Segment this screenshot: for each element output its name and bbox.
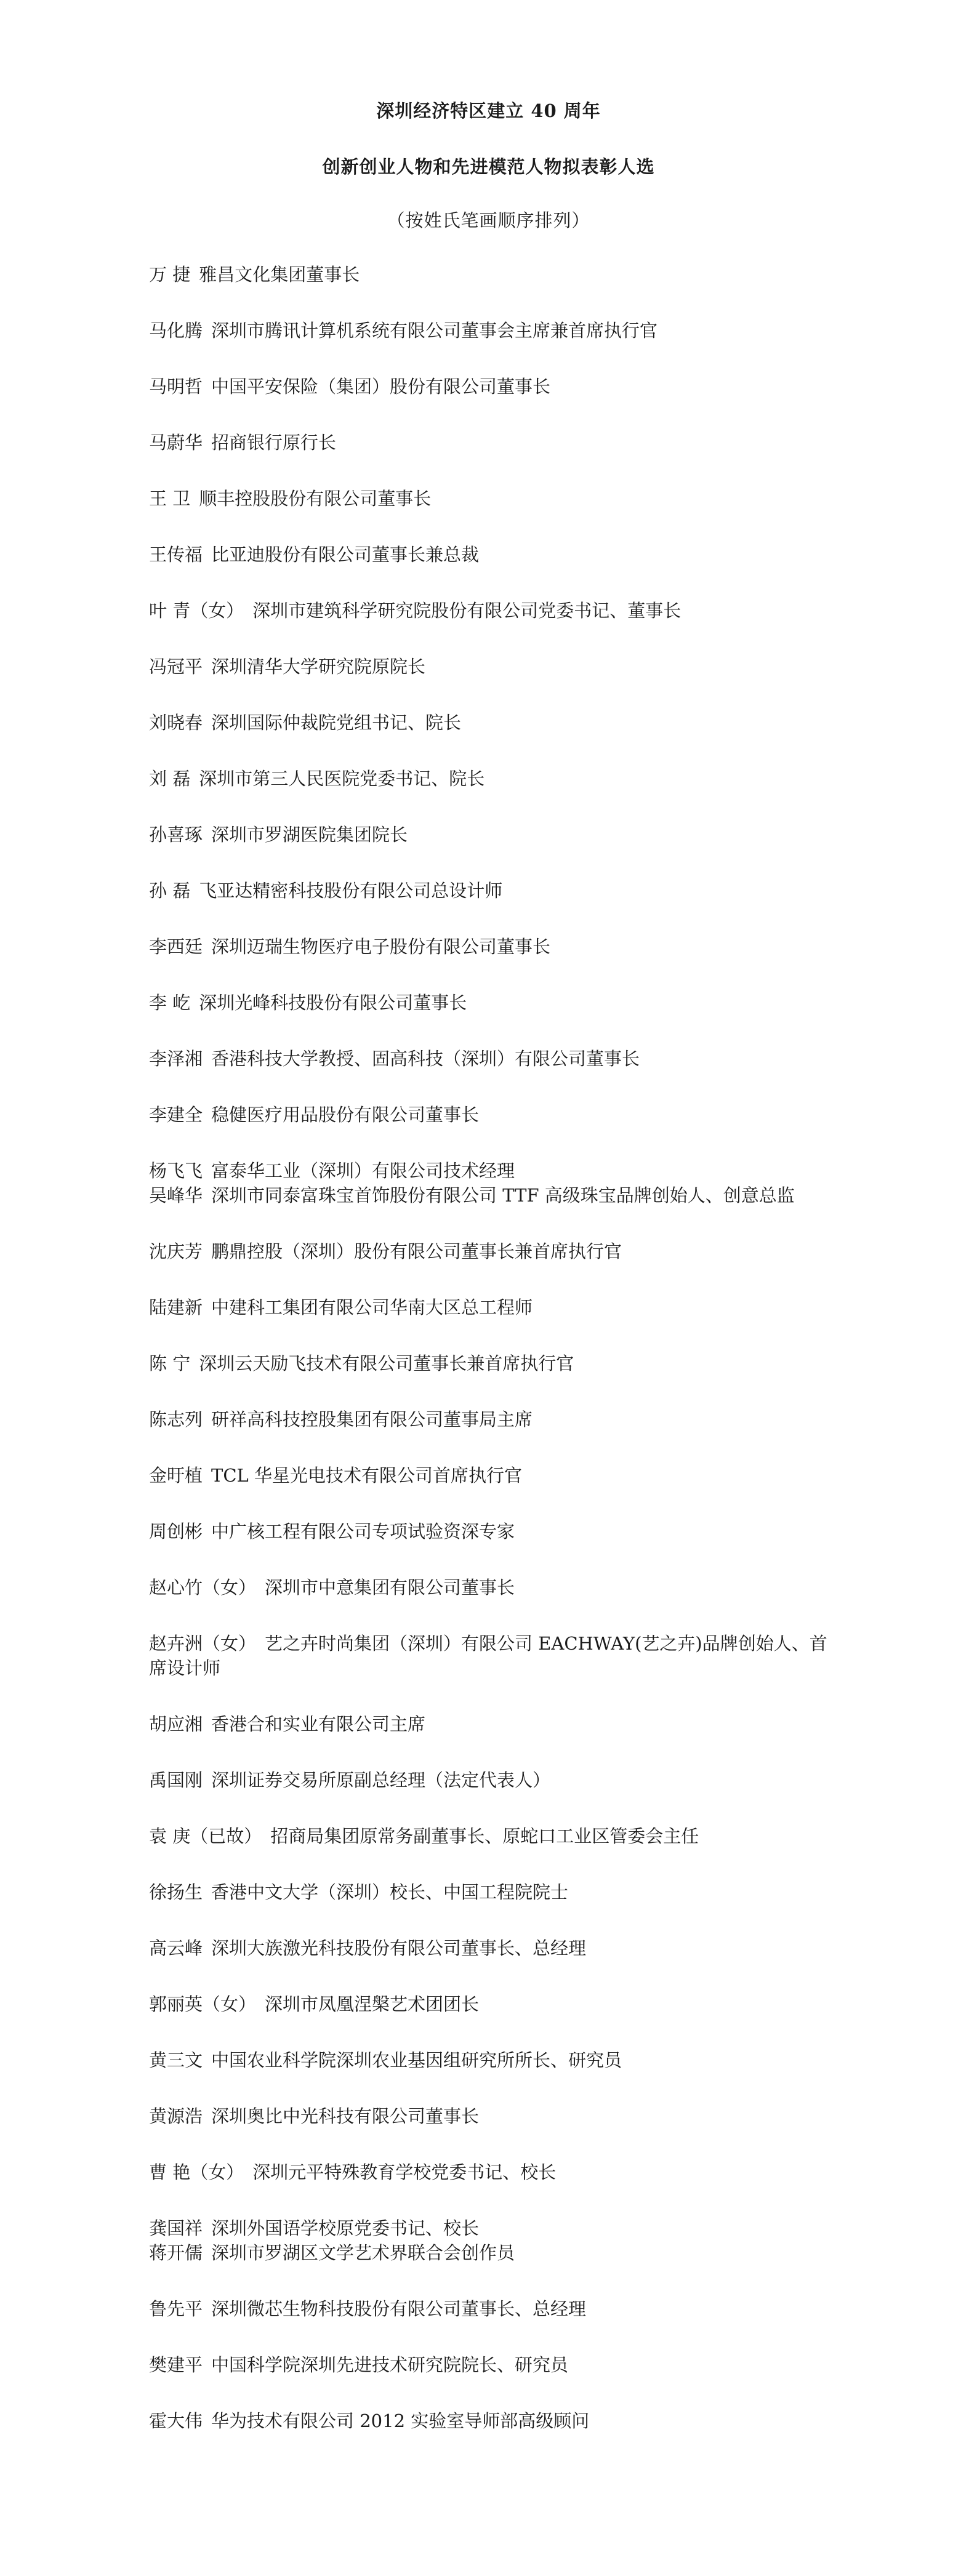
list-item bbox=[149, 990, 838, 1015]
honoree-title: 艺之卉时尚集团（深圳）有限公司 EACHWAY(艺之卉)品牌创始人、首席设计师 bbox=[149, 1633, 827, 1679]
honoree-name: 禹国刚 bbox=[149, 1770, 203, 1791]
honoree-name: 曹 艳（女） bbox=[149, 2162, 244, 2183]
honoree-name: 刘晓春 bbox=[149, 712, 203, 733]
list-item bbox=[149, 1046, 838, 1071]
document-subtitle: （按姓氏笔画顺序排列） bbox=[387, 210, 590, 231]
list-item bbox=[149, 822, 838, 847]
honoree-name: 李泽湘 bbox=[149, 1048, 203, 1069]
list-item bbox=[149, 1519, 838, 1544]
list-item bbox=[149, 430, 838, 455]
honoree-title: 深圳市罗湖医院集团院长 bbox=[211, 824, 408, 845]
honoree-title: 香港科技大学教授、固高科技（深圳）有限公司董事长 bbox=[211, 1048, 640, 1069]
honoree-name: 黄三文 bbox=[149, 2050, 203, 2071]
honoree-title: 深圳证券交易所原副总经理（法定代表人） bbox=[211, 1770, 551, 1791]
list-item bbox=[149, 2297, 838, 2321]
list-item bbox=[149, 2048, 838, 2072]
honoree-title: 深圳国际仲裁院党组书记、院长 bbox=[211, 712, 462, 733]
honoree-name: 袁 庚（已故） bbox=[149, 1826, 262, 1847]
list-item bbox=[149, 878, 838, 903]
list-item bbox=[149, 766, 838, 791]
honoree-name: 赵卉洲（女） bbox=[149, 1633, 257, 1654]
list-item bbox=[149, 1936, 838, 1960]
honoree-name: 冯冠平 bbox=[149, 656, 203, 677]
honoree-name: 霍大伟 bbox=[149, 2410, 203, 2431]
honoree-name: 马明哲 bbox=[149, 376, 203, 397]
honoree-name: 孙 磊 bbox=[149, 880, 191, 901]
list-item bbox=[149, 1463, 838, 1488]
honoree-title: 深圳云天励飞技术有限公司董事长兼首席执行官 bbox=[199, 1353, 574, 1374]
honoree-title: TCL 华星光电技术有限公司首席执行官 bbox=[211, 1465, 523, 1486]
honoree-name: 叶 青（女） bbox=[149, 600, 244, 621]
honoree-title: 深圳元平特殊教育学校党委书记、校长 bbox=[252, 2162, 557, 2183]
honoree-name: 樊建平 bbox=[149, 2354, 203, 2375]
honoree-title: 深圳市建筑科学研究院股份有限公司党委书记、董事长 bbox=[252, 600, 681, 621]
honoree-name: 孙喜琢 bbox=[149, 824, 203, 845]
list-item bbox=[149, 1992, 838, 2016]
honoree-name: 黄源浩 bbox=[149, 2106, 203, 2127]
honoree-title: 招商银行原行长 bbox=[211, 432, 337, 453]
honoree-title: 深圳市腾讯计算机系统有限公司董事会主席兼首席执行官 bbox=[211, 320, 658, 341]
honoree-title: 富泰华工业（深圳）有限公司技术经理 bbox=[211, 1160, 515, 1181]
list-item bbox=[149, 1407, 838, 1432]
honoree-name: 周创彬 bbox=[149, 1521, 203, 1542]
honoree-title: 深圳市罗湖区文学艺术界联合会创作员 bbox=[211, 2242, 515, 2263]
honoree-name: 吴峰华 bbox=[149, 1185, 203, 1206]
honoree-title: 深圳奥比中光科技有限公司董事长 bbox=[211, 2106, 480, 2127]
honoree-name: 李 屹 bbox=[149, 992, 191, 1013]
honoree-name: 蒋开儒 bbox=[149, 2242, 203, 2263]
list-item bbox=[149, 1239, 838, 1264]
honoree-title: 中国平安保险（集团）股份有限公司董事长 bbox=[211, 376, 551, 397]
list-item bbox=[149, 654, 838, 679]
honoree-name: 龚国祥 bbox=[149, 2218, 203, 2239]
list-item bbox=[149, 2160, 838, 2185]
honoree-title: 深圳大族激光科技股份有限公司董事长、总经理 bbox=[211, 1938, 587, 1959]
list-item bbox=[149, 318, 838, 343]
list-item bbox=[149, 1183, 838, 1208]
honoree-title: 招商局集团原常务副董事长、原蛇口工业区管委会主任 bbox=[270, 1826, 699, 1847]
honoree-name: 王 卫 bbox=[149, 488, 191, 509]
honoree-title: 深圳外国语学校原党委书记、校长 bbox=[211, 2218, 480, 2239]
honoree-title: 华为技术有限公司 2012 实验室导师部高级顾问 bbox=[211, 2410, 590, 2431]
list-item bbox=[149, 1158, 838, 1183]
honoree-name: 马蔚华 bbox=[149, 432, 203, 453]
honoree-name: 陈志列 bbox=[149, 1409, 203, 1430]
honoree-name: 杨飞飞 bbox=[149, 1160, 203, 1181]
list-item bbox=[149, 1712, 838, 1736]
list-item bbox=[149, 2216, 838, 2241]
honoree-title: 深圳微芯生物科技股份有限公司董事长、总经理 bbox=[211, 2298, 587, 2319]
list-item bbox=[149, 486, 838, 511]
honoree-title: 中广核工程有限公司专项试验资深专家 bbox=[211, 1521, 515, 1542]
honoree-title: 飞亚达精密科技股份有限公司总设计师 bbox=[199, 880, 503, 901]
honoree-name: 高云峰 bbox=[149, 1938, 203, 1959]
document-title-line2: 创新创业人物和先进模范人物拟表彰人选 bbox=[322, 156, 655, 177]
honoree-name: 赵心竹（女） bbox=[149, 1577, 257, 1598]
honoree-title: 深圳清华大学研究院原院长 bbox=[211, 656, 426, 677]
list-item bbox=[149, 1880, 838, 1904]
list-item bbox=[149, 2241, 838, 2265]
list-item bbox=[149, 2409, 838, 2433]
honoree-title: 中建科工集团有限公司华南大区总工程师 bbox=[211, 1297, 533, 1318]
list-item bbox=[149, 262, 838, 287]
list-item bbox=[149, 1295, 838, 1320]
honoree-name: 徐扬生 bbox=[149, 1882, 203, 1903]
honoree-list bbox=[149, 262, 838, 2465]
list-item bbox=[149, 1575, 838, 1600]
list-item bbox=[149, 1351, 838, 1376]
honoree-title: 深圳市凤凰涅槃艺术团团长 bbox=[265, 1994, 480, 2015]
honoree-title: 稳健医疗用品股份有限公司董事长 bbox=[211, 1104, 480, 1125]
list-item bbox=[149, 1631, 838, 1680]
list-item bbox=[149, 934, 838, 959]
list-item bbox=[149, 542, 838, 567]
honoree-name: 马化腾 bbox=[149, 320, 203, 341]
honoree-name: 沈庆芳 bbox=[149, 1241, 203, 1262]
honoree-title: 香港中文大学（深圳）校长、中国工程院院士 bbox=[211, 1882, 569, 1903]
honoree-name: 李建全 bbox=[149, 1104, 203, 1125]
list-item bbox=[149, 374, 838, 399]
honoree-title: 深圳市第三人民医院党委书记、院长 bbox=[199, 768, 485, 789]
list-item bbox=[149, 1768, 838, 1792]
honoree-title: 鹏鼎控股（深圳）股份有限公司董事长兼首席执行官 bbox=[211, 1241, 622, 1262]
list-item bbox=[149, 2353, 838, 2377]
honoree-title: 顺丰控股股份有限公司董事长 bbox=[199, 488, 432, 509]
honoree-name: 郭丽英（女） bbox=[149, 1994, 257, 2015]
honoree-title: 深圳迈瑞生物医疗电子股份有限公司董事长 bbox=[211, 936, 551, 957]
list-item bbox=[149, 1824, 838, 1848]
honoree-name: 胡应湘 bbox=[149, 1714, 203, 1735]
list-item bbox=[149, 1102, 838, 1127]
honoree-title: 深圳市中意集团有限公司董事长 bbox=[265, 1577, 515, 1598]
honoree-name: 李西廷 bbox=[149, 936, 203, 957]
honoree-title: 深圳光峰科技股份有限公司董事长 bbox=[199, 992, 467, 1013]
honoree-title: 中国科学院深圳先进技术研究院院长、研究员 bbox=[211, 2354, 569, 2375]
list-item bbox=[149, 2104, 838, 2129]
honoree-name: 金旴植 bbox=[149, 1465, 203, 1486]
honoree-title: 深圳市同泰富珠宝首饰股份有限公司 TTF 高级珠宝品牌创始人、创意总监 bbox=[211, 1185, 795, 1206]
honoree-name: 万 捷 bbox=[149, 264, 191, 285]
honoree-name: 刘 磊 bbox=[149, 768, 191, 789]
honoree-title: 香港合和实业有限公司主席 bbox=[211, 1714, 426, 1735]
document-title-line1: 深圳经济特区建立 40 周年 bbox=[376, 100, 601, 121]
list-item bbox=[149, 598, 838, 623]
list-item bbox=[149, 710, 838, 735]
honoree-name: 陈 宁 bbox=[149, 1353, 191, 1374]
honoree-name: 王传福 bbox=[149, 544, 203, 565]
honoree-name: 鲁先平 bbox=[149, 2298, 203, 2319]
honoree-name: 陆建新 bbox=[149, 1297, 203, 1318]
honoree-title: 研祥高科技控股集团有限公司董事局主席 bbox=[211, 1409, 533, 1430]
honoree-title: 中国农业科学院深圳农业基因组研究所所长、研究员 bbox=[211, 2050, 622, 2071]
honoree-title: 雅昌文化集团董事长 bbox=[199, 264, 360, 285]
honoree-title: 比亚迪股份有限公司董事长兼总裁 bbox=[211, 544, 480, 565]
